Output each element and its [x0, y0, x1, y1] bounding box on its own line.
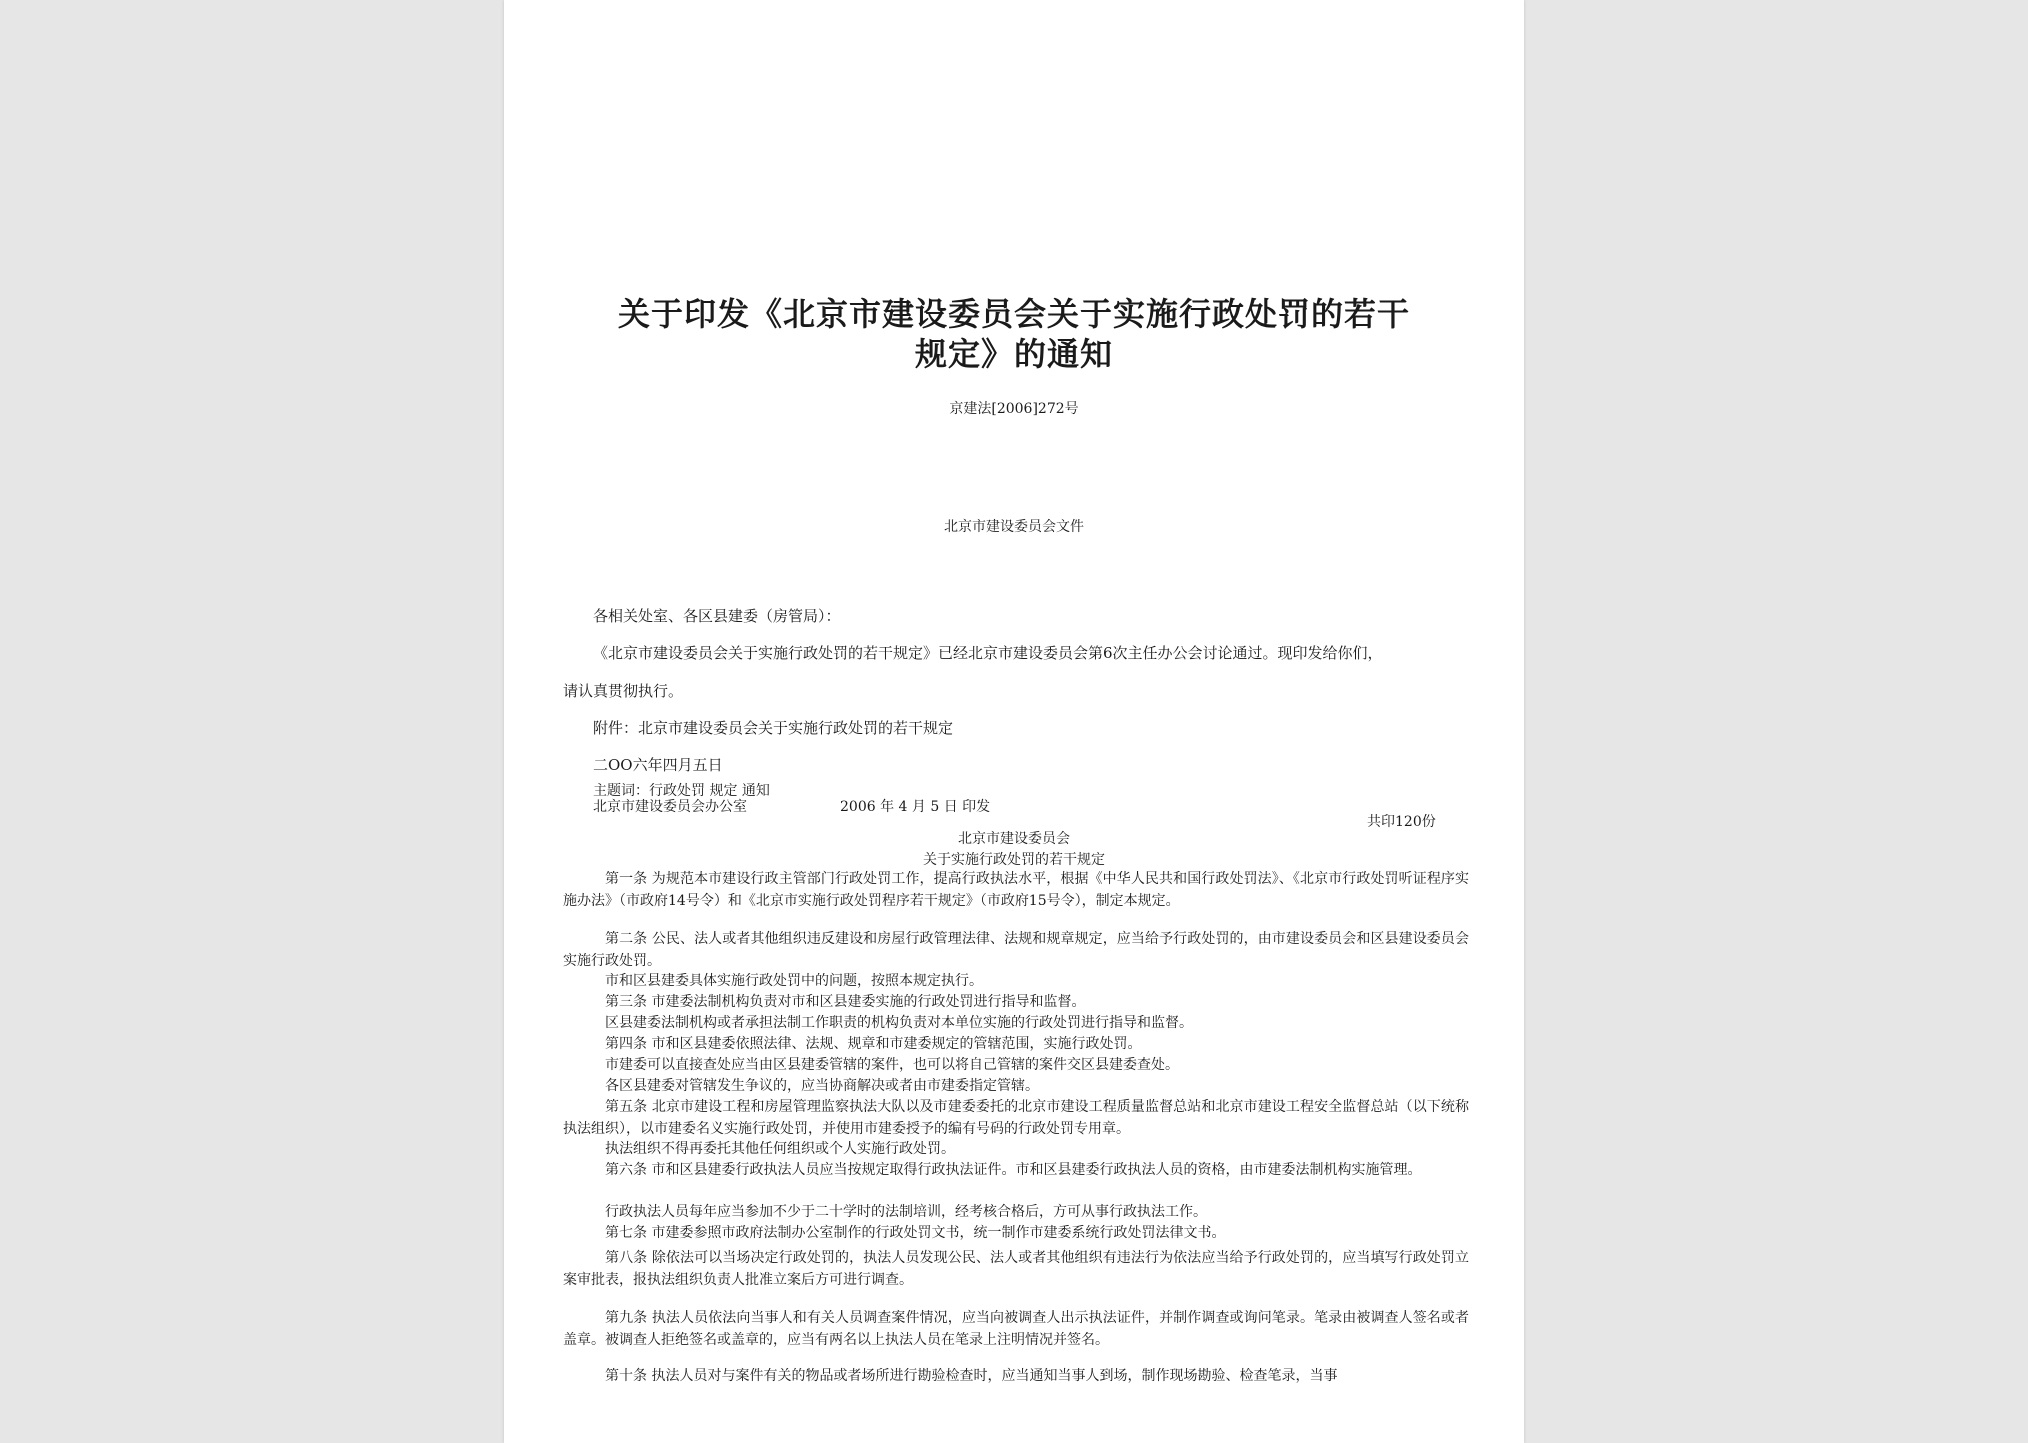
article-7: 第七条 市建委参照市政府法制办公室制作的行政处罚文书，统一制作市建委系统行政处罚法律文书。 — [605, 1225, 1226, 1241]
article-1: 第一条 为规范本市建设行政主管部门行政处罚工作，提高行政执法水平，根据《中华人民共和国行政处罚法》、《北京市行政处罚听证程序实施办法》（市政府14号令）和《北京市实施行政处罚程序若干规定》（市政府15号令），制定本规定。 — [563, 871, 1469, 909]
attachment-line: 附件：北京市建设委员会关于实施行政处罚的若干规定 — [593, 719, 954, 737]
article-6-note: 行政执法人员每年应当参加不少于二十学时的法制培训，经考核合格后，方可从事行政执法工作。 — [605, 1204, 1207, 1220]
office-line: 北京市建设委员会办公室 — [593, 799, 747, 815]
article-5: 第五条 北京市建设工程和房屋管理监察执法大队以及市建委委托的北京市建设工程质量监督总站和北京市建设工程安全监督总站（以下统称执法组织），以市建委名义实施行政处罚，并使用市建委授予的编有号码的行政处罚专用章。 — [563, 1099, 1469, 1137]
regulation-title-line2: 关于实施行政处罚的若干规定 — [923, 852, 1105, 868]
article-2-note: 市和区县建委具体实施行政处罚中的问题，按照本规定执行。 — [605, 973, 983, 989]
addressee: 各相关处室、各区县建委（房管局）： — [593, 607, 841, 625]
article-8: 第八条 除依法可以当场决定行政处罚的，执法人员发现公民、法人或者其他组织有违法行为依法应当给予行政处罚的，应当填写行政处罚立案审批表，报执法组织负责人批准立案后方可进行调查。 — [563, 1250, 1469, 1288]
article-4: 第四条 市和区县建委依照法律、法规、规章和市建委规定的管辖范围，实施行政处罚。 — [605, 1036, 1142, 1052]
issue-date: 二OO六年四月五日 — [593, 756, 723, 774]
issuer-line: 北京市建设委员会文件 — [944, 519, 1084, 535]
article-6: 第六条 市和区县建委行政执法人员应当按规定取得行政执法证件。市和区县建委行政执法人员的资格，由市建委法制机构实施管理。 — [605, 1162, 1422, 1178]
article-3-note: 区县建委法制机构或者承担法制工作职责的机构负责对本单位实施的行政处罚进行指导和监督。 — [605, 1015, 1193, 1031]
article-4-note-2: 各区县建委对管辖发生争议的，应当协商解决或者由市建委指定管辖。 — [605, 1078, 1039, 1094]
print-date: 2006 年 4 月 5 日 印发 — [840, 799, 991, 815]
article-3: 第三条 市建委法制机构负责对市和区县建委实施的行政处罚进行指导和监督。 — [605, 994, 1086, 1010]
document-number: 京建法[2006]272号 — [949, 401, 1079, 417]
body-line-1: 《北京市建设委员会关于实施行政处罚的若干规定》已经北京市建设委员会第6次主任办公会讨论通过。现印发给你们， — [593, 644, 1383, 662]
copies-count: 共印120份 — [1367, 814, 1436, 830]
document-title-line1: 关于印发《北京市建设委员会关于实施行政处罚的若干 — [617, 295, 1410, 333]
body-line-2: 请认真贯彻执行。 — [563, 682, 684, 700]
article-5-note: 执法组织不得再委托其他任何组织或个人实施行政处罚。 — [605, 1141, 955, 1157]
regulation-title-line1: 北京市建设委员会 — [958, 831, 1070, 847]
article-4-note-1: 市建委可以直接查处应当由区县建委管辖的案件，也可以将自己管辖的案件交区县建委查处。 — [605, 1057, 1179, 1073]
document-title-line2: 规定》的通知 — [914, 335, 1113, 373]
article-10: 第十条 执法人员对与案件有关的物品或者场所进行勘验检查时，应当通知当事人到场，制作现场勘验、检查笔录，当事 — [605, 1368, 1338, 1384]
article-2: 第二条 公民、法人或者其他组织违反建设和房屋行政管理法律、法规和规章规定，应当给予行政处罚的，由市建设委员会和区县建设委员会实施行政处罚。 — [563, 931, 1469, 969]
keywords-line: 主题词：行政处罚 规定 通知 — [593, 783, 770, 799]
article-9: 第九条 执法人员依法向当事人和有关人员调查案件情况，应当向被调查人出示执法证件，并制作调查或询问笔录。笔录由被调查人签名或者盖章。被调查人拒绝签名或盖章的，应当有两名以上执法人员在笔录上注明情况并签名。 — [563, 1310, 1469, 1348]
document-page — [504, 0, 1524, 1443]
